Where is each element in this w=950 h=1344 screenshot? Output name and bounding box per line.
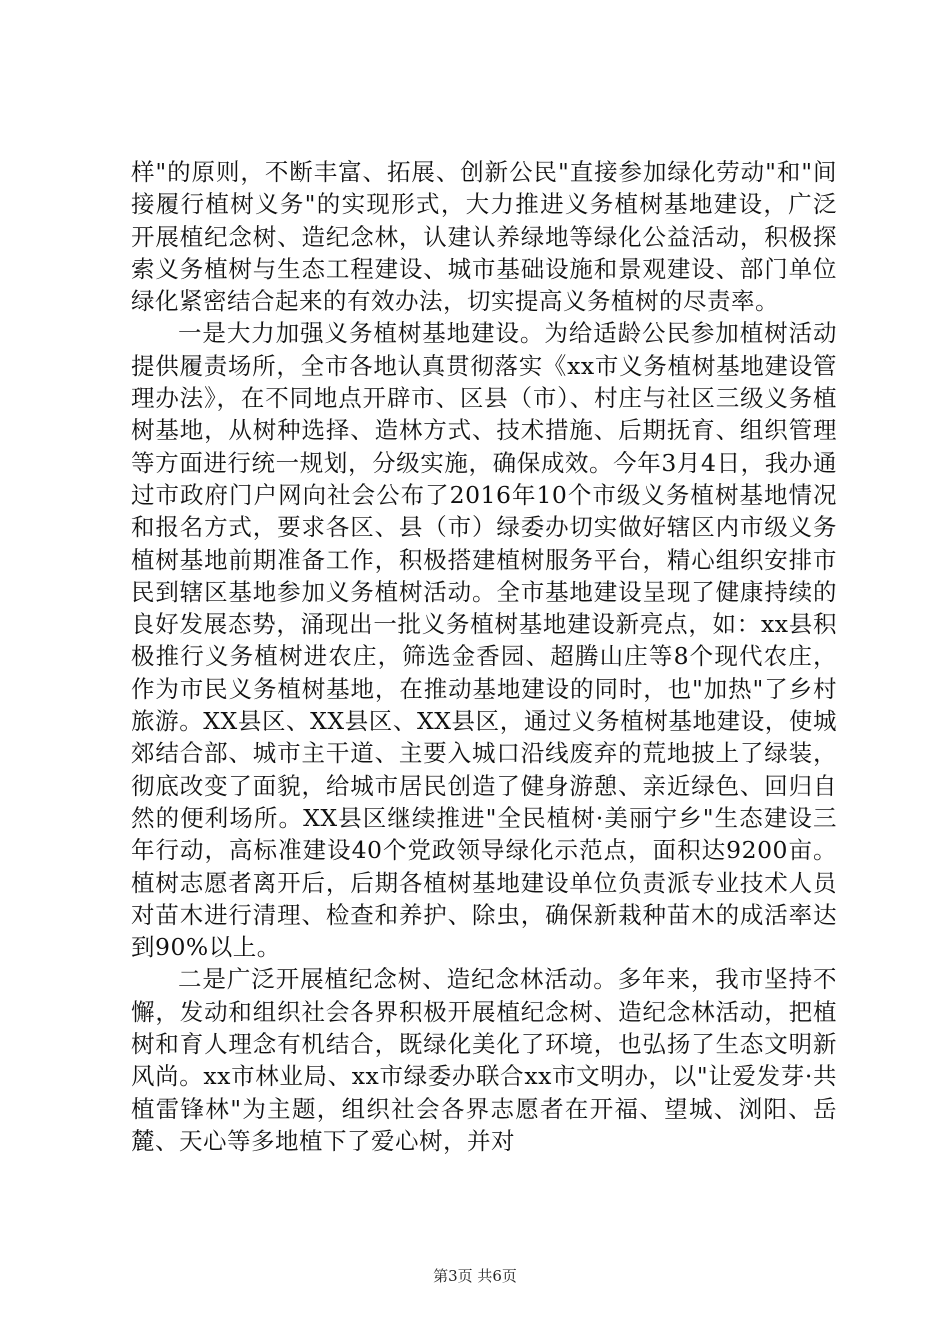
document-body	[131, 156, 837, 1157]
paragraph-continuation: 样"的原则，不断丰富、拓展、创新公民"直接参加绿化劳动"和"间接履行植树义务"的实现形式，大力推进义务植树基地建设，广泛开展植纪念树、造纪念林，认建认养绿地等绿化公益活动，积极探索义务植树与生态工程建设、城市基础设施和景观建设、部门单位绿化紧密结合起来的有效办法，切实提高义务植树的尽责率。	[131, 158, 837, 316]
paragraph-memorial-trees: 二是广泛开展植纪念树、造纪念林活动。多年来，我市坚持不懈，发动和组织社会各界积极开展植纪念树、造纪念林活动，把植树和育人理念有机结合，既绿化美化了环境，也弘扬了生态文明新风尚。xx市林业局、xx市绿委办联合xx市文明办，以"让爱发芽·共植雷锋林"为主题，组织社会各界志愿者在开福、望城、浏阳、岳麓、天心等多地植下了爱心树，并对	[131, 965, 837, 1155]
paragraph-tree-base-construction: 一是大力加强义务植树基地建设。为给适龄公民参加植树活动提供履责场所，全市各地认真贯彻落实《xx市义务植树基地建设管理办法》，在不同地点开辟市、区县（市）、村庄与社区三级义务植树基地，从树种选择、造林方式、技术措施、后期抚育、组织管理等方面进行统一规划，分级实施，确保成效。今年3月4日，我办通过市政府门户网向社会公布了2016年10个市级义务植树基地情况和报名方式，要求各区、县（市）绿委办切实做好辖区内市级义务植树基地前期准备工作，积极搭建植树服务平台，精心组织安排市民到辖区基地参加义务植树活动。全市基地建设呈现了健康持续的良好发展态势，涌现出一批义务植树基地建设新亮点，如：xx县积极推行义务植树进农庄，筛选金香园、超腾山庄等8个现代农庄，作为市民义务植树基地，在推动基地建设的同时，也"加热"了乡村旅游。XX县区、XX县区、XX县区，通过义务植树基地建设，使城郊结合部、城市主干道、主要入城口沿线废弃的荒地披上了绿装，彻底改变了面貌，给城市居民创造了健身游憩、亲近绿色、回归自然的便利场所。XX县区继续推进"全民植树·美丽宁乡"生态建设三年行动，高标准建设40个党政领导绿化示范点，面积达9200亩。植树志愿者离开后，后期各植树基地建设单位负责派专业技术人员对苗木进行清理、检查和养护、除虫，确保新栽种苗木的成活率达到90%以上。	[131, 319, 837, 962]
page-number-footer: 第3页 共6页	[433, 1267, 517, 1285]
